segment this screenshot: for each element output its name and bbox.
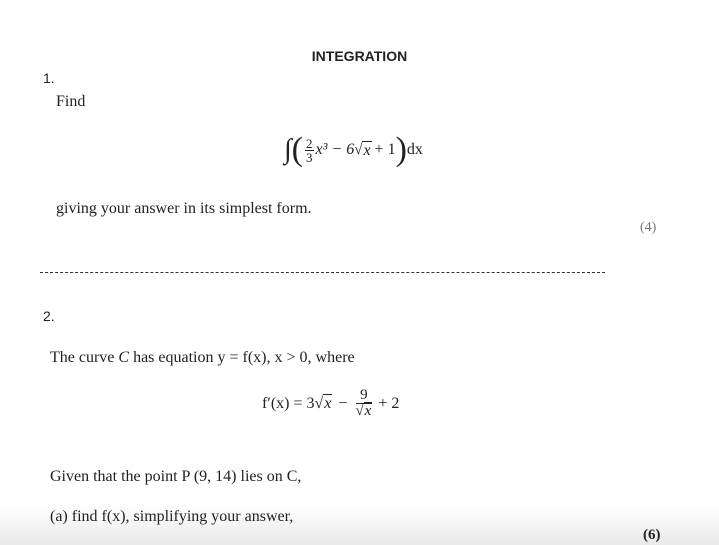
section-divider: [40, 272, 605, 273]
question-1-instruction: giving your answer in its simplest form.: [56, 200, 312, 217]
question-2-part-a: (a) find f(x), simplifying your answer,: [50, 508, 294, 525]
question-1-integral: ∫ ( $\frac{2}{3}$ x³ − 6 √ x + 1 ) dx: [284, 131, 423, 168]
question-2-equation: f′(x) = 3 √ x − $\frac{9}{√x}$ + 2: [262, 387, 400, 419]
page-title: INTEGRATION: [311, 48, 408, 64]
question-1-marks: (4): [640, 220, 657, 235]
question-1-prompt: Find: [56, 93, 86, 110]
question-2-number: 2.: [43, 308, 55, 324]
question-2-statement: The curve C has equation y = f(x), x > 0, where: [50, 349, 355, 366]
question-1-number: 1.: [43, 70, 55, 86]
question-2-given: Given that the point P (9, 14) lies on C,: [50, 468, 302, 485]
question-2-marks: (6): [643, 527, 661, 543]
